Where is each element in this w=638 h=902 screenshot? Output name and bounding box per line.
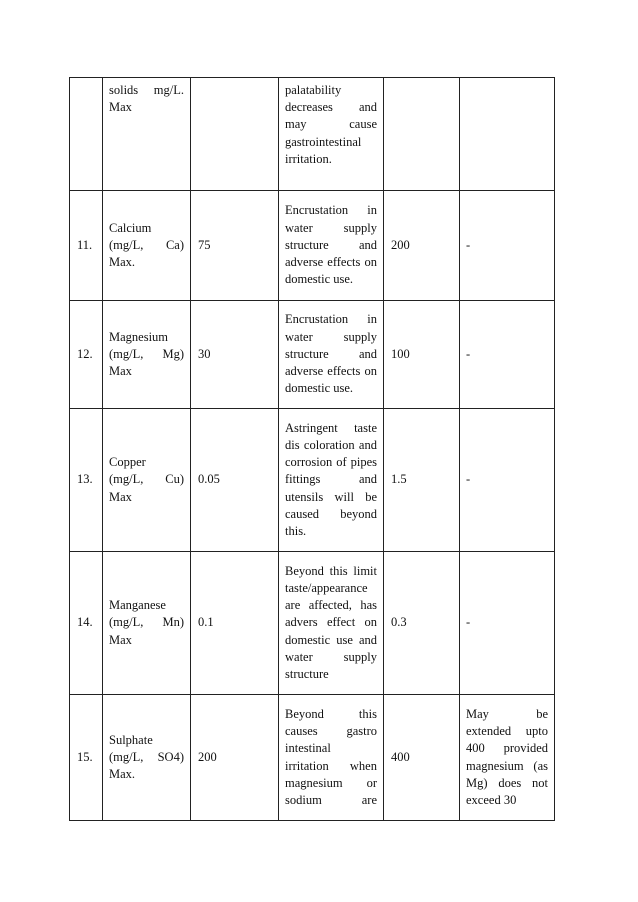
parameter-cell-line: Calcium: [109, 220, 152, 235]
effect-cell-line: Encrustation in: [285, 312, 377, 327]
effect-cell-line: adverse effects on: [285, 255, 377, 270]
table-row: [70, 78, 555, 191]
effect-cell-line: magnesium or: [285, 775, 377, 790]
water-quality-table: [69, 77, 555, 821]
parameter-cell: [103, 552, 191, 695]
effect-cell-line: Encrustation in: [285, 203, 377, 218]
remarks-cell: [460, 78, 555, 191]
effect-cell-line: Beyond this limit: [285, 563, 377, 578]
remarks-cell-line: 400 provided: [466, 741, 548, 756]
remarks-cell-line: May be: [466, 706, 548, 721]
parameter-cell: [103, 695, 191, 821]
effect-cell: [279, 78, 384, 191]
remarks-cell: [460, 409, 555, 552]
permissible-limit-cell: [384, 78, 460, 191]
parameter-cell: [103, 191, 191, 301]
desirable-limit-cell: [191, 78, 279, 191]
parameter-cell-line: (mg/L, Ca): [109, 237, 184, 252]
serial-number-cell: 12.: [70, 301, 103, 409]
remarks-cell-line: -: [466, 346, 471, 361]
effect-cell-line: adverse effects on: [285, 364, 377, 379]
serial-number-cell: 11.: [70, 191, 103, 301]
effect-cell-line: palatability: [285, 83, 342, 97]
parameter-cell-line: Max: [109, 100, 132, 115]
effect-cell-line: water supply: [285, 220, 377, 235]
effect-cell-line: gastrointestinal: [285, 134, 362, 149]
desirable-limit-cell: 200: [191, 695, 279, 821]
effect-cell-line: this.: [285, 524, 307, 538]
effect-cell: [279, 409, 384, 552]
permissible-limit-cell: 1.5: [384, 409, 460, 552]
parameter-cell-line: (mg/L, SO4): [109, 749, 184, 764]
remarks-cell-line: magnesium (as: [466, 758, 548, 773]
remarks-cell: [460, 695, 555, 821]
effect-cell-line: dis coloration and: [285, 437, 377, 452]
parameter-cell-line: Sulphate: [109, 732, 153, 747]
parameter-cell-line: Magnesium: [109, 329, 169, 344]
remarks-cell-line: -: [466, 237, 471, 252]
table-row: [70, 191, 555, 301]
effect-cell-line: structure: [285, 667, 329, 681]
serial-number-cell: [70, 78, 103, 191]
remarks-cell: [460, 191, 555, 301]
effect-cell-line: causes gastro: [285, 724, 377, 739]
parameter-cell-line: (mg/L, Mn): [109, 615, 184, 630]
desirable-limit-cell: 30: [191, 301, 279, 409]
effect-cell-line: irritation when: [285, 758, 377, 773]
desirable-limit-cell: 0.1: [191, 552, 279, 695]
parameter-cell: [103, 78, 191, 191]
remarks-cell: [460, 301, 555, 409]
effect-cell-line: structure and: [285, 346, 377, 361]
effect-cell: [279, 552, 384, 695]
effect-cell-line: may cause: [285, 117, 377, 132]
permissible-limit-cell: 100: [384, 301, 460, 409]
table-row: [70, 552, 555, 695]
parameter-cell-line: Max.: [109, 255, 136, 270]
permissible-limit-cell: 200: [384, 191, 460, 301]
effect-cell-line: water supply: [285, 649, 377, 664]
table-row: [70, 409, 555, 552]
parameter-cell-line: Max: [109, 632, 132, 647]
table-row: [70, 695, 555, 821]
permissible-limit-cell: 0.3: [384, 552, 460, 695]
remarks-cell-line: exceed 30: [466, 792, 517, 807]
table-row: [70, 301, 555, 409]
parameter-cell-line: (mg/L, Mg): [109, 346, 184, 361]
desirable-limit-cell: 0.05: [191, 409, 279, 552]
remarks-cell-line: extended upto: [466, 724, 548, 739]
effect-cell-line: Astringent taste: [285, 420, 377, 435]
effect-cell-line: irritation.: [285, 151, 332, 166]
serial-number-cell: 14.: [70, 552, 103, 695]
desirable-limit-cell: 75: [191, 191, 279, 301]
parameter-cell-line: Max: [109, 364, 132, 379]
effect-cell-line: structure and: [285, 237, 377, 252]
effect-cell-line: intestinal: [285, 741, 331, 756]
remarks-cell: [460, 552, 555, 695]
serial-number-cell: 15.: [70, 695, 103, 821]
parameter-cell-line: (mg/L, Cu): [109, 472, 184, 487]
effect-cell-line: domestic use.: [285, 381, 354, 396]
effect-cell-line: advers effect on: [285, 615, 377, 630]
effect-cell: [279, 695, 384, 821]
effect-cell-line: caused beyond: [285, 506, 377, 521]
effect-cell: [279, 301, 384, 409]
parameter-cell-line: solids mg/L.: [109, 83, 184, 97]
effect-cell-line: domestic use.: [285, 272, 354, 287]
effect-cell-line: fittings and: [285, 472, 377, 487]
effect-cell-line: are affected, has: [285, 598, 377, 613]
permissible-limit-cell: 400: [384, 695, 460, 821]
effect-cell-line: corrosion of pipes: [285, 455, 377, 470]
effect-cell-line: taste/appearance: [285, 580, 368, 595]
effect-cell-line: decreases and: [285, 100, 377, 115]
remarks-cell-line: Mg) does not: [466, 775, 548, 790]
remarks-cell-line: -: [466, 615, 471, 630]
remarks-cell-line: -: [466, 472, 471, 487]
parameter-cell: [103, 409, 191, 552]
effect-cell-line: sodium are: [285, 792, 377, 807]
parameter-cell-line: Manganese: [109, 598, 166, 613]
parameter-cell-line: Max.: [109, 767, 136, 782]
parameter-cell: [103, 301, 191, 409]
effect-cell: [279, 191, 384, 301]
effect-cell-line: domestic use and: [285, 632, 377, 647]
effect-cell-line: water supply: [285, 329, 377, 344]
parameter-cell-line: Copper: [109, 455, 146, 470]
effect-cell-line: utensils will be: [285, 489, 377, 504]
table-body: [70, 78, 555, 821]
serial-number-cell: 13.: [70, 409, 103, 552]
parameter-cell-line: Max: [109, 489, 132, 504]
effect-cell-line: Beyond this: [285, 706, 377, 721]
